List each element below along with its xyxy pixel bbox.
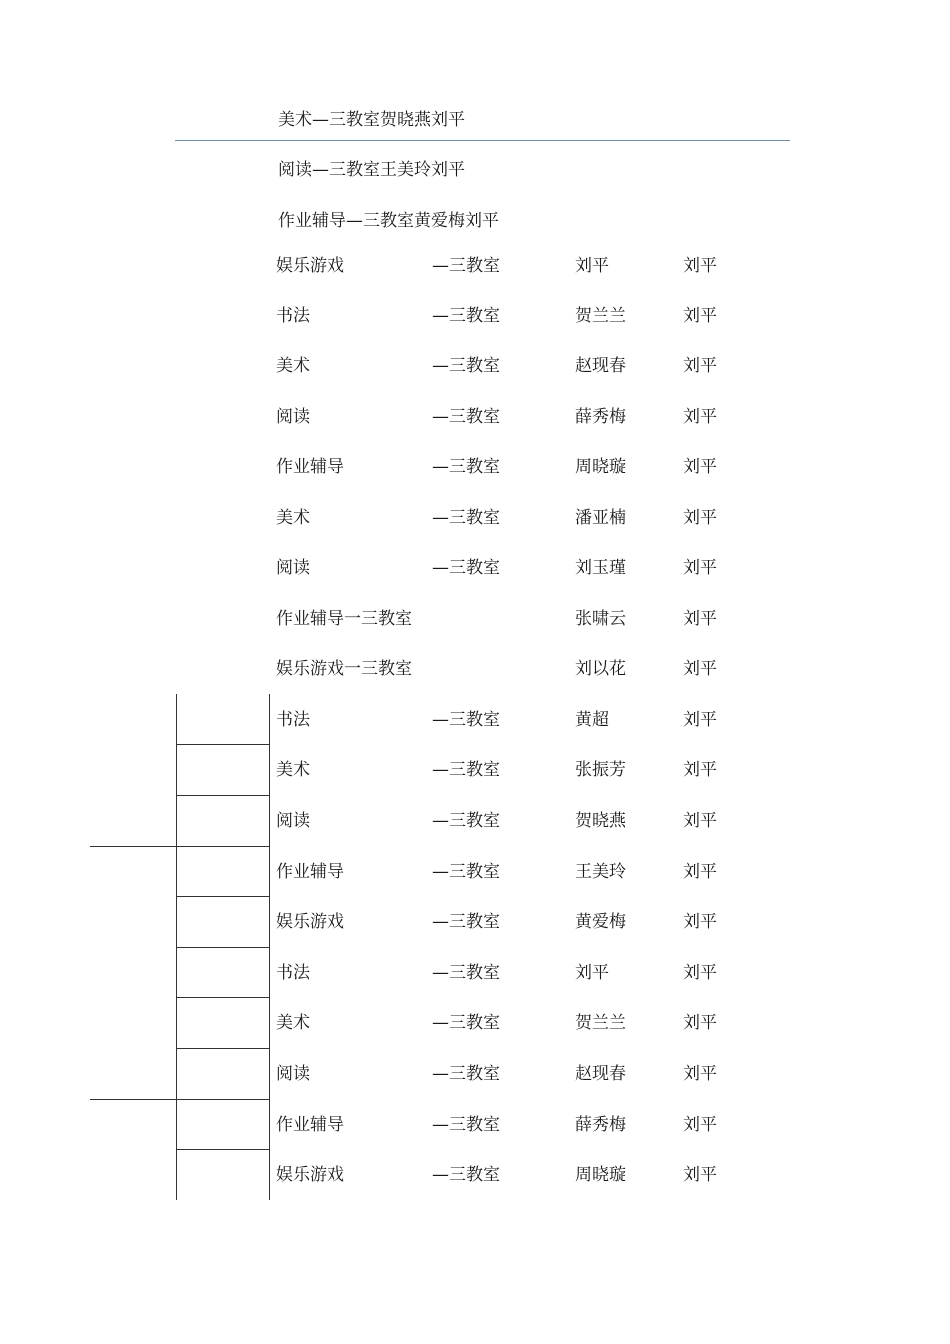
- row-subject: 书法: [276, 306, 310, 326]
- row-admin: 刘平: [683, 1013, 717, 1033]
- row-admin: 刘平: [683, 609, 717, 629]
- row-teacher: 贺晓燕: [575, 811, 626, 831]
- row-subject: 美术: [276, 760, 310, 780]
- row-room: —三教室: [432, 407, 500, 427]
- row-room: —三教室: [432, 1064, 500, 1084]
- row-room: —三教室: [432, 811, 500, 831]
- row-subject: 书法: [276, 963, 310, 983]
- row-teacher: 周晓璇: [575, 457, 626, 477]
- row-room: —三教室: [432, 862, 500, 882]
- row-admin: 刘平: [683, 811, 717, 831]
- row-subject: 作业辅导: [276, 1115, 344, 1135]
- row-room: —三教室: [432, 356, 500, 376]
- row-teacher: 潘亚楠: [575, 508, 626, 528]
- row-room: —三教室: [432, 710, 500, 730]
- row-room: —三教室: [432, 306, 500, 326]
- row-room: —三教室: [432, 1115, 500, 1135]
- row-admin: 刘平: [683, 862, 717, 882]
- row-teacher: 薛秀梅: [575, 407, 626, 427]
- row-teacher: 贺兰兰: [575, 1013, 626, 1033]
- grid-row-divider: [176, 947, 269, 948]
- row-subject: 阅读: [276, 811, 310, 831]
- row-subject: 阅读: [276, 407, 310, 427]
- row-room: —三教室: [432, 508, 500, 528]
- header-divider: [175, 140, 790, 141]
- row-admin: 刘平: [683, 1115, 717, 1135]
- row-teacher: 刘玉瑾: [575, 558, 626, 578]
- row-teacher: 刘平: [575, 256, 609, 276]
- row-admin: 刘平: [683, 912, 717, 932]
- row-admin: 刘平: [683, 760, 717, 780]
- row-teacher: 贺兰兰: [575, 306, 626, 326]
- row-subject: 美术: [276, 356, 310, 376]
- schedule-line-3: 作业辅导—三教室黄爱梅刘平: [278, 211, 499, 231]
- row-admin: 刘平: [683, 558, 717, 578]
- row-subject: 娱乐游戏: [276, 256, 344, 276]
- row-room: —三教室: [432, 963, 500, 983]
- row-admin: 刘平: [683, 457, 717, 477]
- row-admin: 刘平: [683, 1064, 717, 1084]
- row-room: —三教室: [432, 1013, 500, 1033]
- row-admin: 刘平: [683, 508, 717, 528]
- row-teacher: 黄爱梅: [575, 912, 626, 932]
- row-subject: 书法: [276, 710, 310, 730]
- schedule-line-2: 阅读—三教室王美玲刘平: [278, 160, 465, 180]
- row-admin: 刘平: [683, 407, 717, 427]
- row-subject: 作业辅导: [276, 457, 344, 477]
- row-subject: 娱乐游戏: [276, 1165, 344, 1185]
- schedule-line-1: 美术—三教室贺晓燕刘平: [278, 110, 465, 130]
- row-admin: 刘平: [683, 306, 717, 326]
- grid-row-divider: [176, 896, 269, 897]
- row-teacher: 薛秀梅: [575, 1115, 626, 1135]
- row-teacher: 周晓璇: [575, 1165, 626, 1185]
- row-subject: 作业辅导: [276, 862, 344, 882]
- row-admin: 刘平: [683, 1165, 717, 1185]
- row-room: —三教室: [432, 256, 500, 276]
- row-subject: 作业辅导一三教室: [276, 609, 412, 629]
- grid-row-divider: [176, 1048, 269, 1049]
- row-admin: 刘平: [683, 710, 717, 730]
- row-teacher: 王美玲: [575, 862, 626, 882]
- row-subject: 阅读: [276, 1064, 310, 1084]
- grid-row-divider: [176, 795, 269, 796]
- row-subject: 娱乐游戏一三教室: [276, 659, 412, 679]
- row-teacher: 刘平: [575, 963, 609, 983]
- row-subject: 美术: [276, 508, 310, 528]
- grid-group-divider: [90, 846, 269, 847]
- grid-row-divider: [176, 1149, 269, 1150]
- row-admin: 刘平: [683, 256, 717, 276]
- grid-group-divider: [90, 1099, 269, 1100]
- row-teacher: 张啸云: [575, 609, 626, 629]
- row-room: —三教室: [432, 912, 500, 932]
- row-admin: 刘平: [683, 356, 717, 376]
- row-teacher: 黄超: [575, 710, 609, 730]
- row-teacher: 赵现春: [575, 356, 626, 376]
- row-teacher: 赵现春: [575, 1064, 626, 1084]
- row-subject: 娱乐游戏: [276, 912, 344, 932]
- row-room: —三教室: [432, 1165, 500, 1185]
- row-admin: 刘平: [683, 963, 717, 983]
- row-admin: 刘平: [683, 659, 717, 679]
- grid-right-border: [269, 694, 270, 1200]
- grid-row-divider: [176, 744, 269, 745]
- row-room: —三教室: [432, 457, 500, 477]
- row-subject: 美术: [276, 1013, 310, 1033]
- row-teacher: 张振芳: [575, 760, 626, 780]
- row-subject: 阅读: [276, 558, 310, 578]
- row-room: —三教室: [432, 558, 500, 578]
- row-room: —三教室: [432, 760, 500, 780]
- row-teacher: 刘以花: [575, 659, 626, 679]
- grid-row-divider: [176, 997, 269, 998]
